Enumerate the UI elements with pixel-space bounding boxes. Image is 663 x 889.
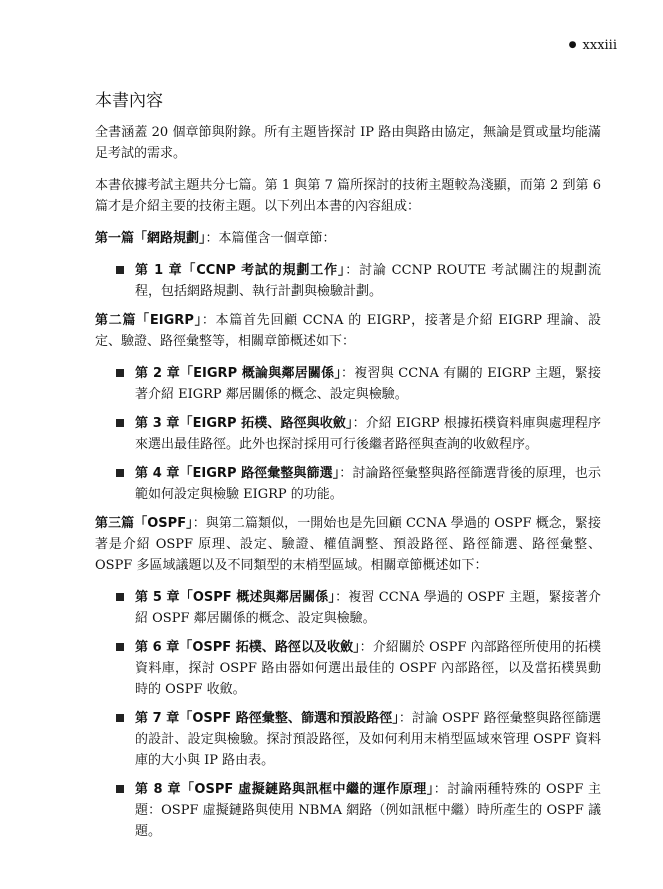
chapter-title: 第 5 章「OSPF 概述與鄰居關係」: [135, 590, 336, 605]
square-bullet-icon: [116, 593, 124, 601]
part-paragraph: [95, 513, 601, 576]
chapter-item: [95, 637, 601, 700]
chapter-title: 第 4 章「EIGRP 路徑彙整與篩選」: [135, 466, 340, 481]
chapter-item: [95, 413, 601, 455]
part-text: ：本篇首先回顧 CCNA 的 EIGRP，接著是介紹 EIGRP 理論、設定、驗證、路徑彙整等，相關章節概述如下：: [95, 313, 601, 349]
chapter-text: ：複習 CCNA 學過的 OSPF 主題，緊接著介紹 OSPF 鄰居關係的概念、設定與檢驗。: [135, 590, 601, 626]
chapter-text: ：複習與 CCNA 有關的 EIGRP 主題，緊接著介紹 EIGRP 鄰居關係的概念、設定與檢驗。: [135, 366, 601, 402]
chapter-list: [95, 587, 601, 842]
part-heading: 第一篇「網路規劃」: [95, 231, 206, 246]
chapter-list: [95, 363, 601, 505]
chapter-text: ：討論路徑彙整與路徑篩選背後的原理，也示範如何設定與檢驗 EIGRP 的功能。: [135, 466, 601, 502]
part-heading: 第二篇「EIGRP」: [95, 313, 202, 328]
chapter-item: [95, 260, 601, 302]
page-header: [569, 38, 617, 53]
intro-paragraph: 本書依據考試主題共分七篇。第 1 與第 7 篇所探討的技術主題較為淺顯，而第 2 到第 6 篇才是介紹主要的技術主題。以下列出本書的內容組成：: [95, 178, 601, 214]
main-content: [95, 90, 601, 850]
part-text: ：本篇僅含一個章節：: [205, 231, 336, 246]
chapter-item: [95, 363, 601, 405]
square-bullet-icon: [116, 643, 124, 651]
chapter-text: ：討論 CCNP ROUTE 考試關注的規劃流程，包括網路規劃、執行計劃與檢驗計劃。: [135, 263, 601, 299]
square-bullet-icon: [116, 266, 124, 274]
square-bullet-icon: [116, 419, 124, 427]
part-heading: 第三篇「OSPF」: [95, 516, 193, 531]
chapter-text: ：介紹 EIGRP 根據拓樸資料庫與處理程序來選出最佳路徑。此外也探討採用可行後繼者路徑與查詢的收斂程序。: [135, 416, 601, 452]
chapter-item: [95, 463, 601, 505]
square-bullet-icon: [116, 785, 124, 793]
part-text: ：與第二篇類似，一開始也是先回顧 CCNA 學過的 OSPF 概念，緊接著是介紹 OSPF 原理、設定、驗證、權值調整、預設路徑、路徑篩選、路徑彙整、OSPF 多區域議題以及不同類型的末梢型區域。相關章節概述如下：: [95, 516, 601, 573]
bullet-icon: ●: [568, 40, 577, 50]
square-bullet-icon: [116, 469, 124, 477]
chapter-text: ：討論兩種特殊的 OSPF 主題：OSPF 虛擬鏈路與使用 NBMA 網路（例如訊框中繼）時所產生的 OSPF 議題。: [135, 782, 601, 839]
intro-paragraph: 全書涵蓋 20 個章節與附錄。所有主題皆探討 IP 路由與路由協定，無論是質或量均能滿足考試的需求。: [95, 125, 601, 161]
chapter-text: ：介紹關於 OSPF 內部路徑所使用的拓樸資料庫，探討 OSPF 路由器如何選出最佳的 OSPF 內部路徑，以及當拓樸異動時的 OSPF 收斂。: [135, 640, 601, 697]
chapter-title: 第 1 章「CCNP 考試的規劃工作」: [135, 263, 346, 278]
chapter-text: ：討論 OSPF 路徑彙整與路徑篩選的設計、設定與檢驗。探討預設路徑，及如何利用末梢型區域來管理 OSPF 資料庫的大小與 IP 路由表。: [135, 711, 601, 768]
chapter-title: 第 6 章「OSPF 拓樸、路徑以及收斂」: [135, 640, 360, 655]
chapter-title: 第 2 章「EIGRP 概論與鄰居關係」: [135, 366, 342, 381]
chapter-list: [95, 260, 601, 302]
chapter-title: 第 3 章「EIGRP 拓樸、路徑與收斂」: [135, 416, 353, 431]
part-paragraph: [95, 228, 601, 249]
chapter-title: 第 7 章「OSPF 路徑彙整、篩選和預設路徑」: [135, 711, 399, 726]
chapter-item: [95, 587, 601, 629]
chapter-item: [95, 779, 601, 842]
chapter-item: [95, 708, 601, 771]
square-bullet-icon: [116, 714, 124, 722]
part-paragraph: [95, 310, 601, 352]
chapter-title: 第 8 章「OSPF 虛擬鏈路與訊框中繼的運作原理」: [135, 782, 434, 797]
square-bullet-icon: [116, 369, 124, 377]
section-title: 本書內容: [95, 91, 163, 111]
page-number: xxxiii: [582, 38, 617, 53]
